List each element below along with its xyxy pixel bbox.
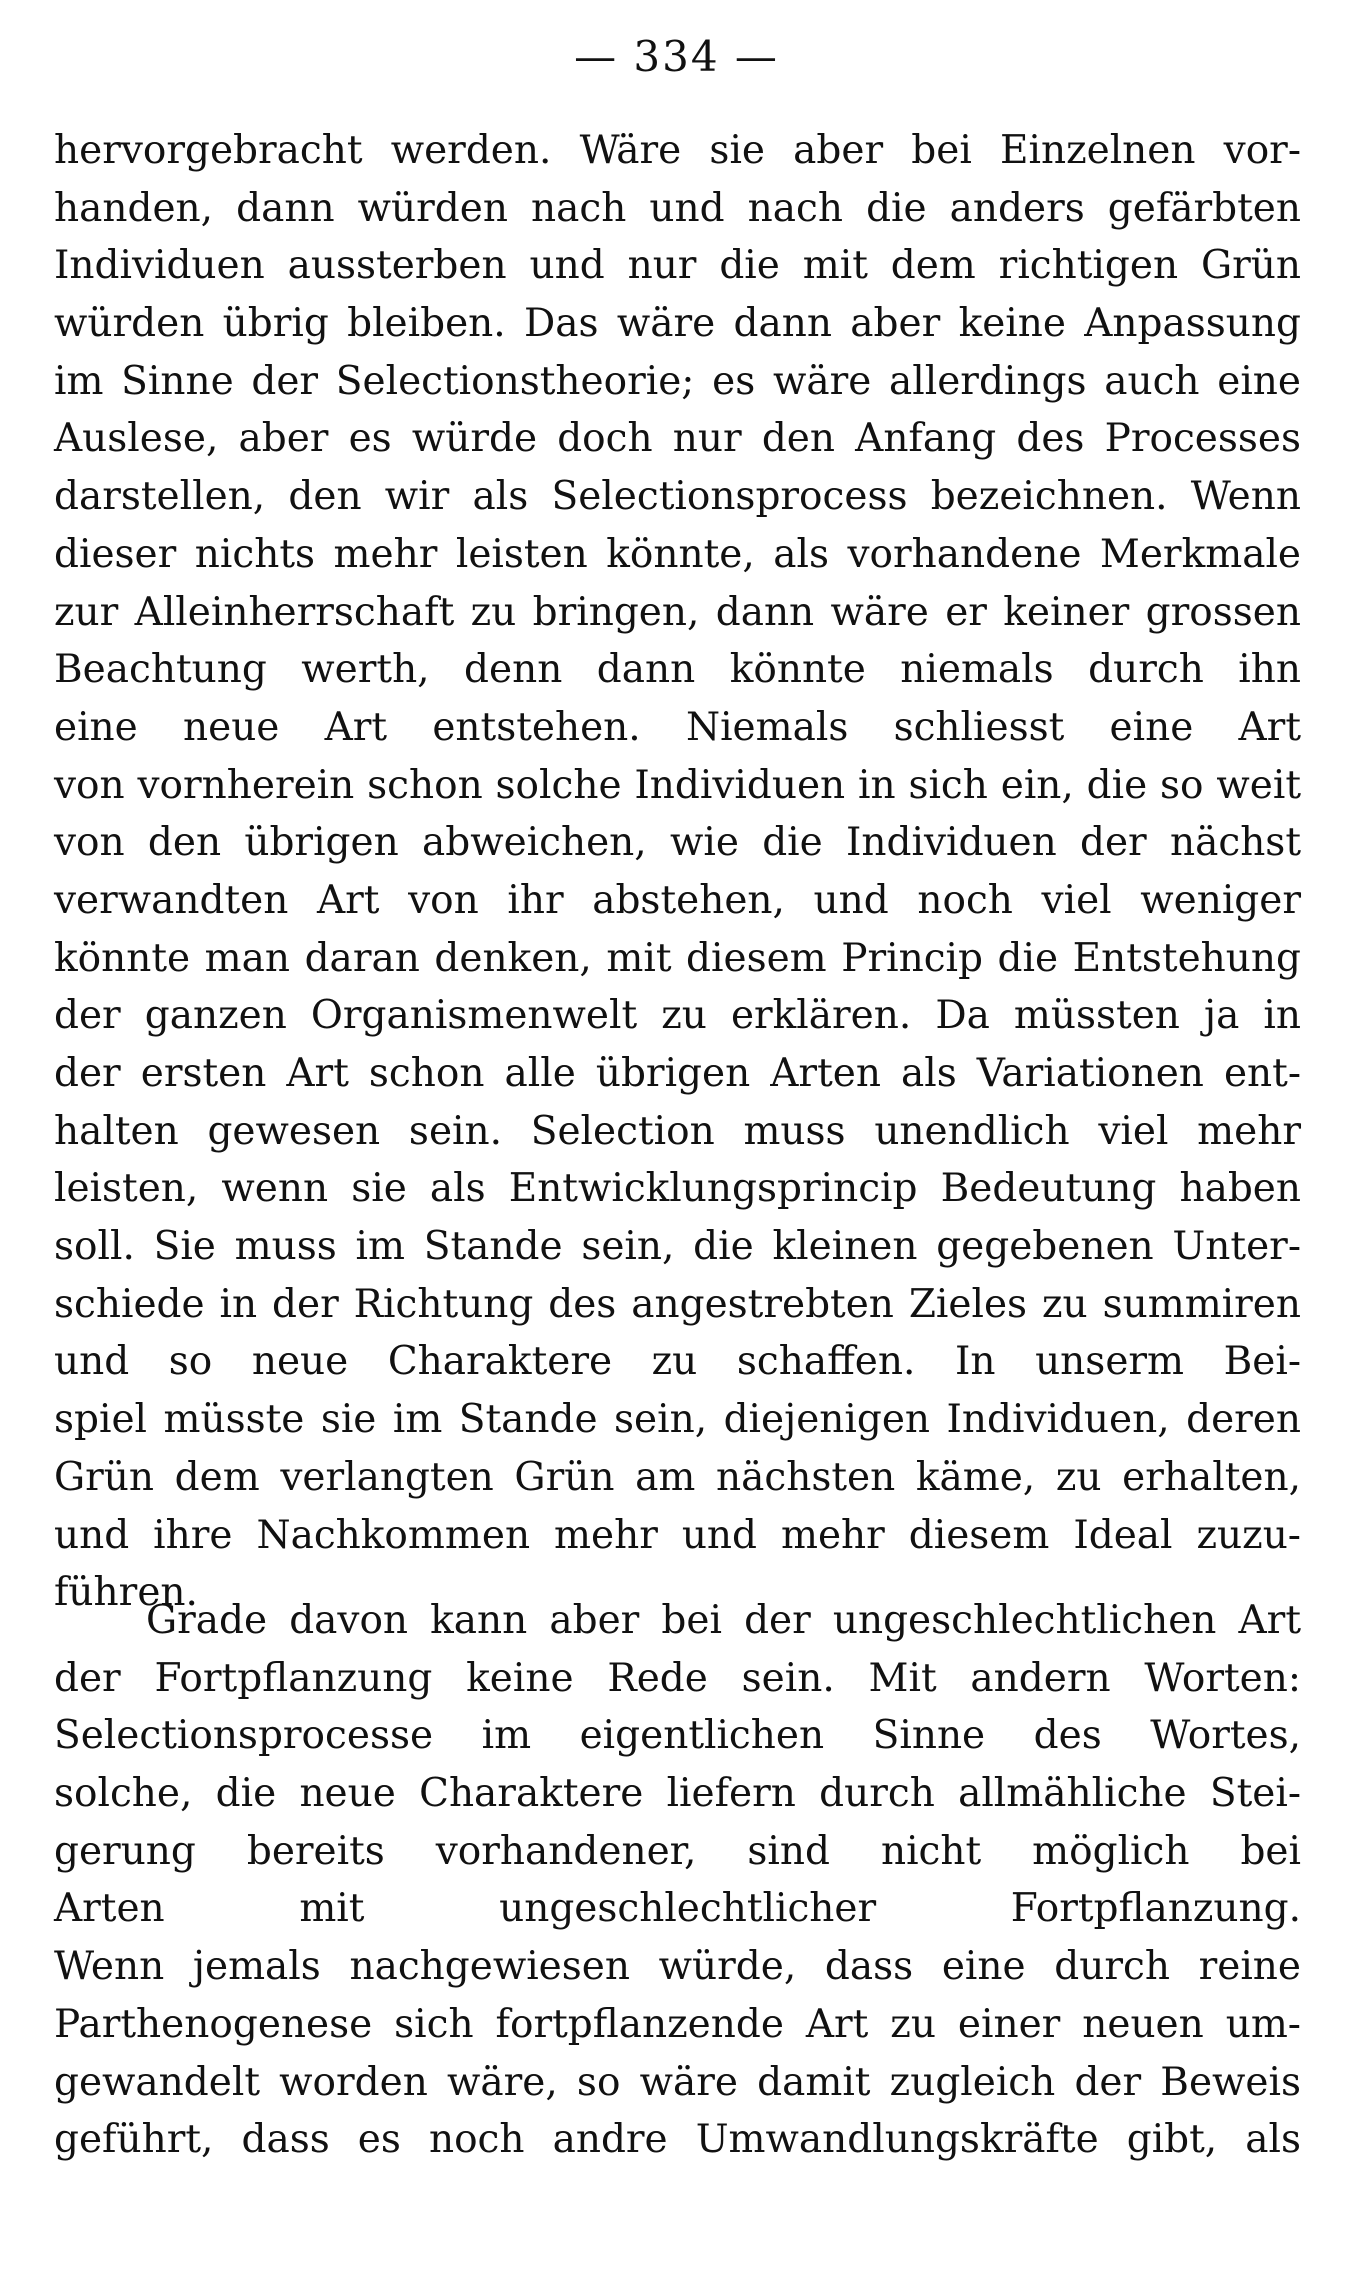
text-line: darstellen, den wir als Selectionsprocess bezeichnen. Wenn	[54, 474, 1301, 520]
text-line: gewandelt worden wäre, so wäre damit zugleich der Beweis	[54, 2059, 1301, 2105]
text-line: Wenn jemals nachgewiesen würde, dass eine durch reine	[54, 1944, 1301, 1990]
text-line: Auslese, aber es würde doch nur den Anfang des Processes	[54, 416, 1301, 462]
page-number: — 334 —	[574, 32, 779, 81]
paragraph-1	[54, 122, 1301, 1622]
text-line: gerung bereits vorhandener, sind nicht möglich bei	[54, 1828, 1301, 1874]
text-line: eine neue Art entstehen. Niemals schliesst eine Art	[54, 704, 1301, 750]
paragraph-2	[54, 1592, 1301, 2169]
text-line: soll. Sie muss im Stande sein, die kleinen gegebenen Unter-	[54, 1224, 1301, 1270]
text-line: würden übrig bleiben. Das wäre dann aber keine Anpassung	[54, 301, 1301, 347]
text-line: hervorgebracht werden. Wäre sie aber bei Einzelnen vor-	[54, 128, 1301, 173]
text-line: von vornherein schon solche Individuen in sich ein, die so weit	[54, 762, 1301, 808]
text-line: Individuen aussterben und nur die mit dem richtigen Grün	[54, 243, 1301, 289]
text-line: dieser nichts mehr leisten könnte, als vorhandene Merkmale	[54, 531, 1301, 577]
text-line: der Fortpflanzung keine Rede sein. Mit andern Worten:	[54, 1655, 1301, 1701]
text-line: halten gewesen sein. Selection muss unendlich viel mehr	[54, 1108, 1301, 1154]
text-line: Selectionsprocesse im eigentlichen Sinne des Wortes,	[54, 1713, 1301, 1759]
text-line: Grün dem verlangten Grün am nächsten käme, zu erhalten,	[54, 1454, 1301, 1500]
text-line: Grade davon kann aber bei der ungeschlechtlichen Art	[146, 1598, 1301, 1643]
text-line: spiel müsste sie im Stande sein, diejenigen Individuen, deren	[54, 1397, 1301, 1443]
text-line: Arten mit ungeschlechtlicher Fortpflanzung.	[54, 1886, 1301, 1932]
text-line: könnte man daran denken, mit diesem Princip die Entstehung	[54, 935, 1301, 981]
text-line: leisten, wenn sie als Entwicklungsprincip Bedeutung haben	[54, 1166, 1301, 1212]
text-line: geführt, dass es noch andre Umwandlungskräfte gibt, als	[54, 2117, 1301, 2163]
text-line: Parthenogenese sich fortpflanzende Art zu einer neuen um-	[54, 2001, 1301, 2047]
text-line: und ihre Nachkommen mehr und mehr diesem Ideal zuzu-	[54, 1512, 1301, 1558]
text-line: verwandten Art von ihr abstehen, und noch viel weniger	[54, 877, 1301, 923]
text-line: und so neue Charaktere zu schaffen. In unserm Bei-	[54, 1339, 1301, 1385]
text-line: solche, die neue Charaktere liefern durch allmähliche Stei-	[54, 1771, 1301, 1817]
text-line: handen, dann würden nach und nach die anders gefärbten	[54, 185, 1301, 231]
text-line: schiede in der Richtung des angestrebten Zieles zu summiren	[54, 1281, 1301, 1327]
text-line: zur Alleinherrschaft zu bringen, dann wäre er keiner grossen	[54, 589, 1301, 635]
text-line: im Sinne der Selectionstheorie; es wäre allerdings auch eine	[54, 358, 1301, 404]
text-line: führen.	[54, 1570, 198, 1616]
text-line: der ganzen Organismenwelt zu erklären. Da müssten ja in	[54, 993, 1301, 1039]
text-line: der ersten Art schon alle übrigen Arten als Variationen ent-	[54, 1051, 1301, 1096]
text-line: von den übrigen abweichen, wie die Individuen der nächst	[54, 820, 1301, 866]
text-line: Beachtung werth, denn dann könnte niemals durch ihn	[54, 647, 1301, 693]
